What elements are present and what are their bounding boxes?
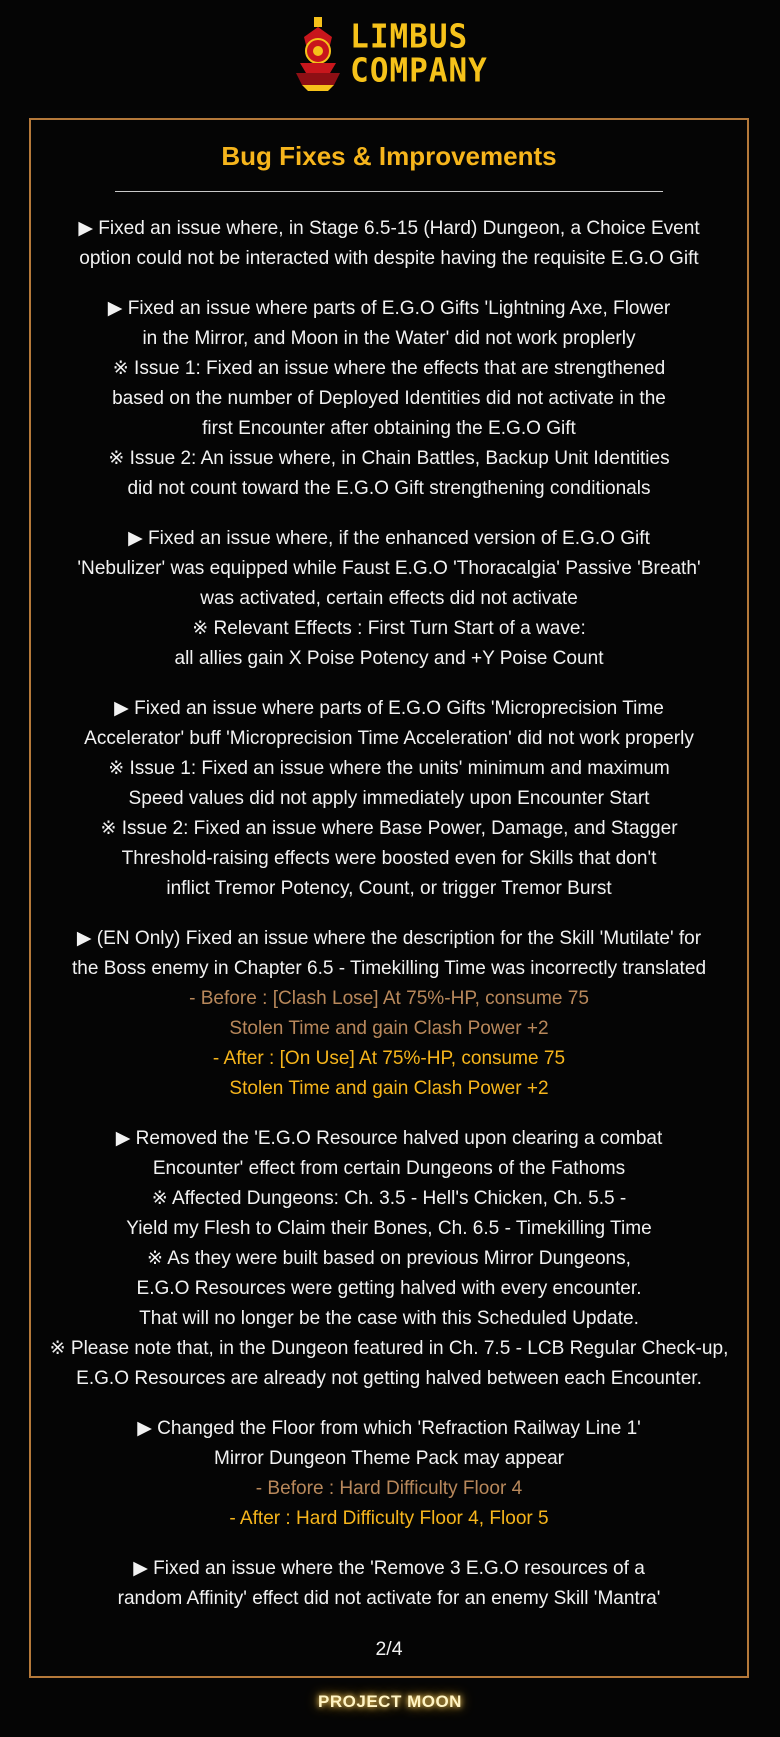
note-line: ▶ Changed the Floor from which 'Refraction Railway Line 1' [137,1418,641,1439]
note-line: ▶ Fixed an issue where parts of E.G.O Gifts 'Lightning Axe, Flower [107,298,671,319]
note-after-line: - After : [On Use] At 75%-HP, consume 75 [212,1048,566,1069]
note-line: ※ Affected Dungeons: Ch. 3.5 - Hell's Chicken, Ch. 5.5 - [151,1188,627,1209]
note-line: option could not be interacted with despite having the requisite E.G.O Gift [79,248,699,269]
note-line: ※ As they were built based on previous Mirror Dungeons, [147,1248,631,1269]
patch-notes-content [31,214,747,1614]
note-line: in the Mirror, and Moon in the Water' did not work proplerly [142,328,636,349]
note-section [31,924,747,1104]
note-before-line: Stolen Time and gain Clash Power +2 [229,1018,549,1039]
note-line: E.G.O Resources are already not getting halved between each Encounter. [76,1368,702,1389]
note-line: Speed values did not apply immediately upon Encounter Start [128,788,650,809]
logo-wordmark [350,18,488,90]
note-section [31,1414,747,1534]
note-after-line: Stolen Time and gain Clash Power +2 [229,1078,549,1099]
note-line: based on the number of Deployed Identities did not activate in the [112,388,666,409]
note-line: 'Nebulizer' was equipped while Faust E.G.O 'Thoracalgia' Passive 'Breath' [77,558,701,579]
note-line: ※ Relevant Effects : First Turn Start of a wave: [192,618,586,639]
note-line: did not count toward the E.G.O Gift strengthening conditionals [127,478,651,499]
note-line: E.G.O Resources were getting halved with every encounter. [136,1278,642,1299]
note-line: ※ Issue 1: Fixed an issue where the effects that are strengthened [112,358,666,379]
note-section [31,694,747,904]
logo-line-2: COMPANY [350,51,488,90]
note-line: first Encounter after obtaining the E.G.O Gift [202,418,576,439]
note-before-line: - Before : Hard Difficulty Floor 4 [255,1478,523,1499]
note-section [31,1554,747,1614]
note-line: Accelerator' buff 'Microprecision Time Acceleration' did not work properly [84,728,694,749]
emblem-icon [292,15,344,93]
note-after-line: - After : Hard Difficulty Floor 4, Floor 5 [229,1508,549,1529]
note-line: ※ Please note that, in the Dungeon featured in Ch. 7.5 - LCB Regular Check-up, [49,1338,729,1359]
note-line: ▶ (EN Only) Fixed an issue where the description for the Skill 'Mutilate' for [76,928,702,949]
note-line: ▶ Removed the 'E.G.O Resource halved upon clearing a combat [115,1128,663,1149]
title-divider [115,191,663,192]
patch-notes-panel [29,118,749,1678]
note-line: ▶ Fixed an issue where the 'Remove 3 E.G.O resources of a [133,1558,645,1579]
note-section [31,294,747,504]
note-line: That will no longer be the case with this Scheduled Update. [139,1308,639,1329]
note-line: Encounter' effect from certain Dungeons of the Fathoms [152,1158,626,1179]
note-section [31,214,747,274]
project-moon-logo: PROJECT MOON [318,1692,462,1711]
note-line: ※ Issue 2: Fixed an issue where Base Power, Damage, and Stagger [100,818,678,839]
logo-line-1: LIMBUS [350,18,469,57]
note-line: random Affinity' effect did not activate for an enemy Skill 'Mantra' [117,1588,661,1609]
note-line: was activated, certain effects did not activate [200,588,578,609]
note-line: ▶ Fixed an issue where parts of E.G.O Gifts 'Microprecision Time [114,698,664,719]
note-section [31,1124,747,1394]
note-line: ▶ Fixed an issue where, if the enhanced version of E.G.O Gift [128,528,650,549]
page-indicator: 2/4 [375,1638,403,1660]
note-line: inflict Tremor Potency, Count, or trigger Tremor Burst [166,878,612,899]
note-line: all allies gain X Poise Potency and +Y Poise Count [174,648,604,669]
note-line: ※ Issue 1: Fixed an issue where the units' minimum and maximum [108,758,670,779]
limbus-company-logo [0,14,780,94]
note-line: Mirror Dungeon Theme Pack may appear [213,1448,565,1469]
note-line: the Boss enemy in Chapter 6.5 - Timekilling Time was incorrectly translated [71,958,707,979]
note-line: Threshold-raising effects were boosted even for Skills that don't [121,848,657,869]
panel-title: Bug Fixes & Improvements [221,141,557,171]
note-line: Yield my Flesh to Claim their Bones, Ch. 6.5 - Timekilling Time [126,1218,652,1239]
note-line: ※ Issue 2: An issue where, in Chain Battles, Backup Unit Identities [108,448,670,469]
note-before-line: - Before : [Clash Lose] At 75%-HP, consume 75 [189,988,589,1009]
note-section [31,524,747,674]
note-line: ▶ Fixed an issue where, in Stage 6.5-15 (Hard) Dungeon, a Choice Event [78,218,700,239]
